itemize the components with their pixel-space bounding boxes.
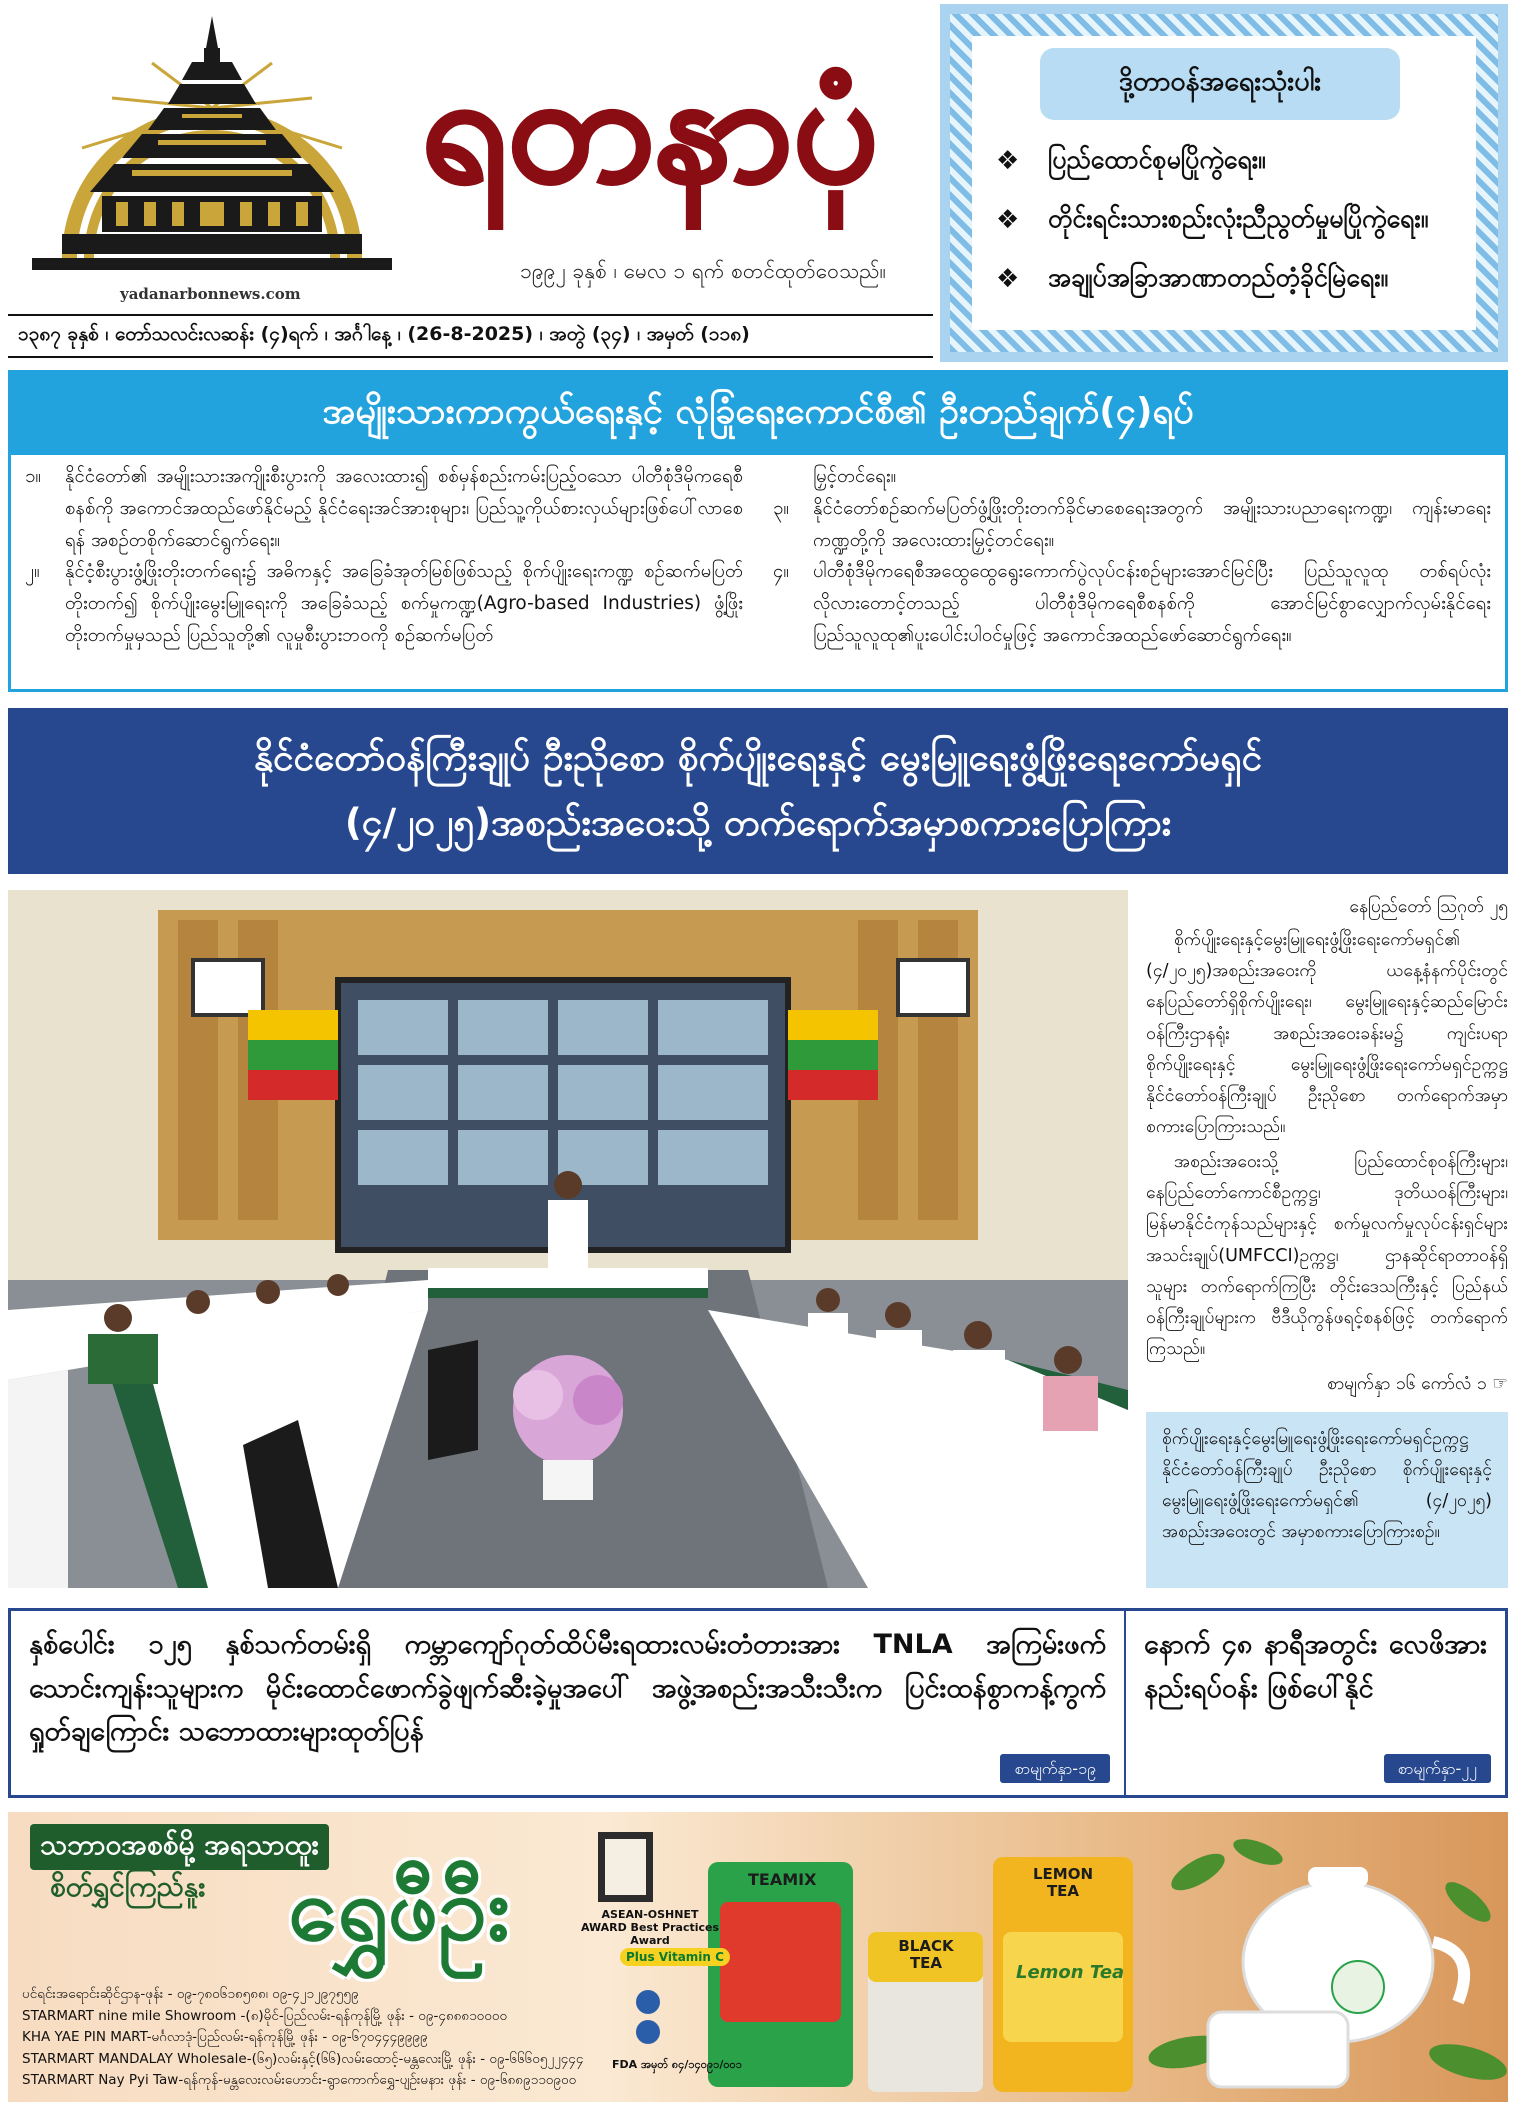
diamond-bullet-icon	[998, 270, 1020, 292]
story-paragraph: စိုက်ပျိုးရေးနှင့်မွေးမြူရေးဖွံ့ဖြိုးရေးကော်မရှင်၏ (၄/၂၀၂၅)အစည်းအဝေးကို ယနေ့နံနက်ပိုင်းတွင် နေပြည်တော်ရှိစိုက်ပျိုးရေး၊ မွေးမြူရေးနှင့်ဆည်မြောင်းဝန်ကြီးဌာနရုံး အစည်းအဝေးခန်းမ၌ ကျင်းပရာ စိုက်ပျိုးရေးနှင့် မွေးမြူရေးဖွံ့ဖြိုးရေးကော်မရှင်ဥက္ကဋ္ဌ နိုင်ငံတော်ဝန်ကြီးချုပ် ဦးညိုစော တက်ရောက်အမှာစကားပြောကြားသည်။	[1146, 930, 1508, 1137]
address-line: STARMART nine mile Showroom -(၈)မိုင်-ပြည်လမ်း-ရန်ကုန်မြို့ ဖုန်း - ၀၉-၄၈၈၈၁၀၀၀၀	[22, 2007, 508, 2024]
motto-item: ❖ ပြည်ထောင်စုမပြိုကွဲရေး။	[998, 144, 1428, 181]
ad-tagline: သဘာဝအစစ်မို့ အရသာထူး	[30, 1824, 329, 1870]
teaser-strip	[8, 1608, 1508, 1798]
title-text: ရတနာပုံ	[421, 42, 879, 216]
objectives-banner: အမျိုးသားကာကွယ်ရေးနှင့် လုံခြုံရေးကောင်စီ၏ ဦးတည်ချက်(၄)ရပ်	[11, 373, 1505, 455]
pack-lemon-label: LEMON TEA	[1032, 1865, 1094, 1900]
photo-caption: စိုက်ပျိုးရေးနှင့်မွေးမြူရေးဖွံ့ဖြိုးရေးကော်မရှင်ဥက္ကဋ္ဌ နိုင်ငံတော်ဝန်ကြီးချုပ် ဦးညိုစော စိုက်ပျိုးရေးနှင့် မွေးမြူရေးဖွံ့ဖြိုးရေးကော်မရှင်၏ (၄/၂၀၂၅) အစည်းအဝေးတွင် အမှာစကားပြောကြားစဉ်။	[1146, 1412, 1508, 1588]
pack-lemon-script: Lemon Tea	[1016, 1962, 1125, 1983]
objective-item: မြှင့်တင်ရေး။	[813, 466, 897, 487]
meeting-photo	[8, 890, 1128, 1588]
address-line: STARMART MANDALAY Wholesale-(၆၅)လမ်းနှင့်(၆၆)လမ်းထောင့်-မန္တလေးမြို့ ဖုန်း - ၀၉-၆၆၆၀၅၂၂၄၄၄	[22, 2050, 584, 2067]
teaser-weather[interactable]	[1126, 1611, 1505, 1795]
address-line: KHA YAE PIN MART-မင်္ဂလာဒုံ-ပြည်လမ်း-ရန်ကုန်မြို့ ဖုန်း - ၀၉-၆၇၀၄၄၄၉၉၉၉	[22, 2029, 428, 2046]
objective-item: ၃။ နိုင်ငံတော်စဉ်ဆက်မပြတ်ဖွံ့ဖြိုးတိုးတက်ခိုင်မာစေရေးအတွက် အမျိုးသားပညာရေးကဏ္ဍ၊ ကျန်းမာရေးကဏ္ဍတို့ကို အလေးထားမြှင့်တင်ရေး။	[773, 497, 1491, 551]
continued-link[interactable]: စာမျက်နှာ ၁၆ ကော်လံ ၁ ☞	[1327, 1374, 1508, 1395]
tea-advertisement	[8, 1812, 1508, 2102]
ad-brand: ရွှေဖီဦး	[288, 1857, 510, 1960]
objective-item: ၄။ ပါတီစုံဒီမိုကရေစီအထွေထွေရွေးကောက်ပွဲလုပ်ငန်းစဉ်များအောင်မြင်ပြီး ပြည်သူလူထု တစ်ရပ်လုံး လိုလားတောင့်တသည့် ပါတီစုံဒီမိုကရေစီစနစ်ကို အောင်မြင်စွာလျှောက်လှမ်းနိုင်ရေး ပြည်သူလူထု၏ပူးပေါင်းပါဝင်မှုဖြင့် အကောင်အထည်ဖော်ဆောင်ရွက်ရေး။	[773, 561, 1491, 647]
headline-line-1: နိုင်ငံတော်ဝန်ကြီးချုပ် ဦးညိုစော စိုက်ပျိုးရေးနှင့် မွေးမြူရေးဖွံ့ဖြိုးရေးကော်မရှင်	[253, 736, 1263, 780]
teaser-text: နှစ်ပေါင်း ၁၂၅ နှစ်သက်တမ်းရှိ ကမ္ဘာကျော်ဂုတ်ထိပ်မီးရထားလမ်းတံတားအား TNLA အကြမ်းဖက်သောင်းကျန်းသူများက မိုင်းထောင်ဖောက်ခွဲဖျက်ဆီးခဲ့မှုအပေါ် အဖွဲ့အစည်းအသီးသီးက ပြင်းထန်စွာကန့်ကွက်ရှုတ်ချကြောင်း သဘောထားများထုတ်ပြန်	[29, 1629, 1106, 1748]
objectives-left-column	[25, 461, 743, 652]
objectives-right-column	[773, 461, 1491, 652]
pack-black-label: BLACK TEA	[898, 1937, 954, 1972]
objective-item: ၂။ နိုင်ငံ့စီးပွားဖွံ့ဖြိုးတိုးတက်ရေး၌ အဓိကနှင့် အခြေခံအုတ်မြစ်ဖြစ်သည့် စိုက်ပျိုးရေးကဏ္ဍ စဉ်ဆက်မပြတ်တိုးတက်၍ စိုက်ပျိုးမွေးမြူရေးကို အခြေခံသည့် စက်မှုကဏ္ဍ(Agro-based Industries) ဖွံ့ဖြိုးတိုးတက်မှုမှသည် ပြည်သူတို့၏ လူမှုစီးပွားဘဝကို စဉ်ဆက်မပြတ်	[25, 561, 743, 647]
issue-dateline: ၁၃၈၇ ခုနှစ် ၊ တော်သလင်းလဆန်း (၄)ရက် ၊ အင်္ဂါနေ့ ၊ (26-8-2025) ၊ အတွဲ (၃၄) ၊ အမှတ် (၁၁၈)	[8, 314, 933, 358]
page-ref-tag[interactable]: စာမျက်နှာ-၁၉	[1000, 1754, 1110, 1783]
site-url: yadanarbonnews.com	[120, 285, 301, 303]
motto-item: ❖ တိုင်းရင်းသားစည်းလုံးညီညွတ်မှုမပြိုကွဲရေး။	[998, 203, 1428, 240]
motto-list	[998, 144, 1428, 321]
diamond-bullet-icon	[998, 152, 1020, 174]
page-ref-tag[interactable]: စာမျက်နှာ-၂၂	[1384, 1754, 1491, 1783]
objective-item: ၁။ နိုင်ငံတော်၏ အမျိုးသားအကျိုးစီးပွားကို အလေးထား၍ စစ်မှန်စည်းကမ်းပြည့်ဝသော ပါတီစုံဒီမိုကရေစီစနစ်ကို အကောင်အထည်ဖော်နိုင်မည့် နိုင်ငံရေးအင်အားစုများ၊ ပြည်သူ့ကိုယ်စားလှယ်များဖြစ်ပေါ်လာစေရန် အစဉ်တစိုက်ဆောင်ရွက်ရေး။	[25, 466, 743, 551]
story-paragraph: အစည်းအဝေးသို့ ပြည်ထောင်စုဝန်ကြီးများ၊ နေပြည်တော်ကောင်စီဥက္ကဋ္ဌ၊ ဒုတိယဝန်ကြီးများ၊ မြန်မာနိုင်ငံကုန်သည်များနှင့် စက်မှုလက်မှုလုပ်ငန်းရှင်များအသင်းချုပ်(UMFCCI)ဥက္ကဋ္ဌ၊ ဌာနဆိုင်ရာတာဝန်ရှိသူများ တက်ရောက်ကြပြီး တိုင်းဒေသကြီးနှင့် ပြည်နယ်ဝန်ကြီးချုပ်များက ဗီဒီယိုကွန်ဖရင့်စနစ်ဖြင့် တက်ရောက်ကြသည်။	[1146, 1152, 1508, 1359]
motto-box	[940, 4, 1508, 362]
teaser-bridge[interactable]	[11, 1611, 1126, 1795]
motto-item: ❖ အချုပ်အခြာအာဏာတည်တံ့ခိုင်မြဲရေး။	[998, 262, 1428, 299]
story-dateline: နေပြည်တော် ဩဂုတ် ၂၅	[1349, 897, 1508, 917]
ad-tagline-2: စိတ်ရွှင်ကြည်နူး	[50, 1870, 206, 1903]
ad-award-text: ASEAN-OSHNET AWARD Best Practices Award	[580, 1908, 720, 1948]
motto-heading: ဒို့တာဝန်အရေးသုံးပါး	[1040, 48, 1400, 120]
objectives-section	[8, 370, 1508, 692]
fda-number: FDA အမှတ် ၈၄/၁၄၀၉၁/၀၀၁	[612, 2058, 742, 2071]
vitamin-badge: Plus Vitamin C	[620, 1948, 730, 1966]
address-line: ပင်ရင်းအရောင်းဆိုင်ဌာန-ဖုန်း - ၀၉-၇၈၀၆၁၈၅၈၈၊ ၀၉-၄၂၁၂၉၇၅၅၉	[22, 1986, 359, 2002]
pack-teamix-label: TEAMIX	[748, 1870, 817, 1889]
newspaper-title-logo	[390, 20, 910, 230]
address-line: STARMART Nay Pyi Taw-ရန်ကုန်-မန္တလေးလမ်းဟောင်း-ရွာကောက်ရွှေ-ပျဉ်းမနား ဖုန်း - ၀၉-၆၈၈၉၁၁၀၉၀၀	[22, 2072, 577, 2089]
founded-note: ၁၉၉၂ ခုနှစ် ၊ မေလ ၁ ရက် စတင်ထုတ်ဝေသည်။	[520, 259, 886, 283]
headline-line-2: (၄/၂၀၂၅)အစည်းအဝေးသို့ တက်ရောက်အမှာစကားပြောကြား	[344, 801, 1172, 844]
lead-story	[1146, 892, 1508, 1404]
teaser-text: နောက် ၄၈ နာရီအတွင်း လေဖိအားနည်းရပ်ဝန်း ဖြစ်ပေါ်နိုင်	[1144, 1629, 1487, 1704]
masthead	[0, 0, 1517, 360]
diamond-bullet-icon	[998, 211, 1020, 233]
pagoda-logo	[22, 8, 402, 298]
ad-address-list	[22, 1984, 583, 2092]
main-headline	[8, 708, 1508, 874]
